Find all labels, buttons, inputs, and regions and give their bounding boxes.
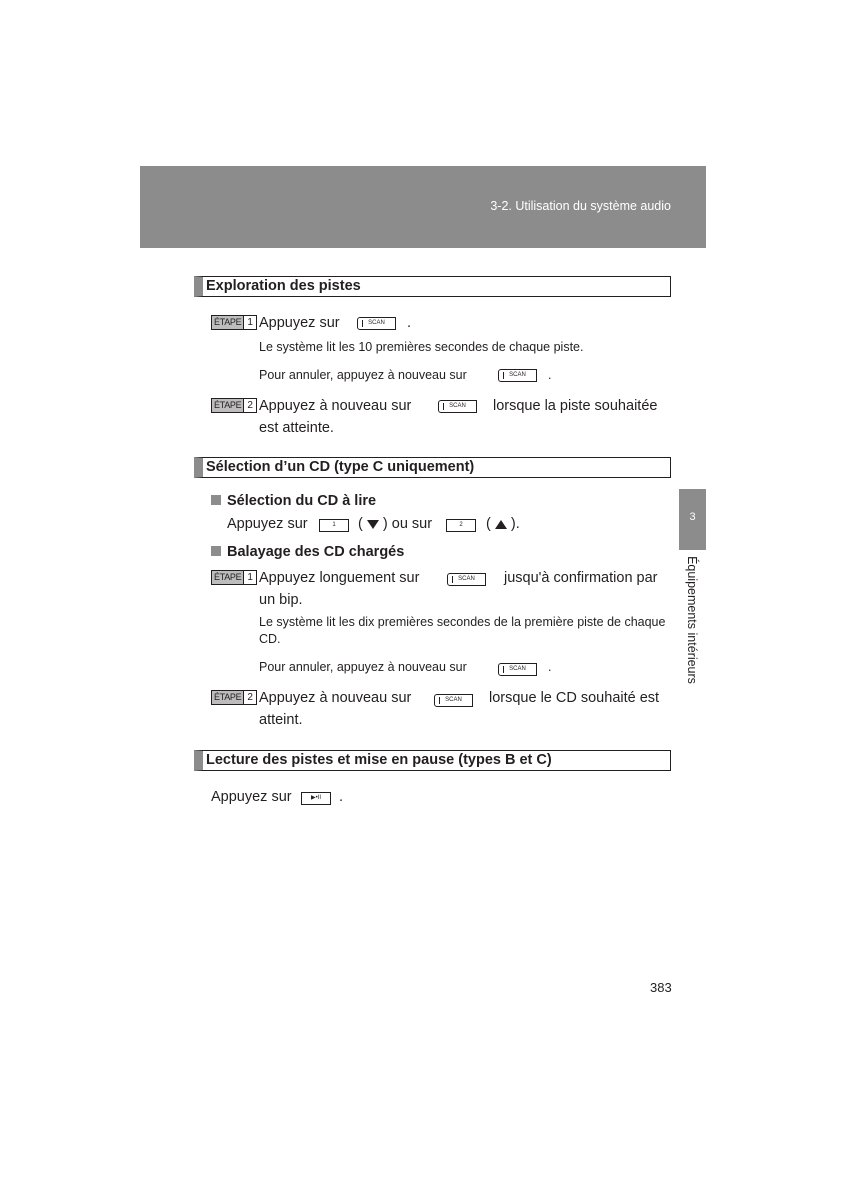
scan-button: SCAN (498, 369, 537, 382)
scan-button: SCAN (434, 694, 473, 707)
step-text: Appuyez longuement sur (259, 570, 420, 586)
step-text: un bip. (259, 592, 303, 608)
square-bullet-icon (211, 546, 221, 556)
note-text: Le système lit les dix premières secondes de la première piste de chaque CD. (259, 615, 666, 646)
subheading: Balayage des CD chargés (211, 542, 404, 562)
step-text: est atteinte. (259, 420, 334, 436)
note-text: Pour annuler, appuyez à nouveau sur (259, 660, 467, 674)
scan-button: SCAN (357, 317, 396, 330)
step-label: ÉTAPE (214, 692, 242, 702)
page-number: 383 (650, 980, 672, 995)
chapter-side-label: Équipements intérieurs (685, 556, 699, 684)
step-label: ÉTAPE (214, 317, 242, 327)
note-text: Pour annuler, appuyez à nouveau sur (259, 368, 467, 382)
chapter-header-band (140, 166, 706, 248)
note-text: Le système lit les 10 premières secondes de chaque piste. (259, 340, 584, 354)
step-text: lorsque la piste souhaitée (493, 398, 658, 414)
step-number: 1 (243, 571, 256, 584)
scan-button: SCAN (498, 663, 537, 676)
punctuation: . (548, 660, 552, 674)
step-text: lorsque le CD souhaité est (489, 690, 660, 706)
triangle-down-icon (367, 520, 379, 529)
square-bullet-icon (211, 495, 221, 505)
step-text: Appuyez à nouveau sur (259, 690, 412, 706)
section-heading-exploration: Exploration des pistes (194, 276, 671, 297)
step-badge (211, 315, 257, 330)
instruction-text: Appuyez sur (227, 516, 308, 532)
step-text: atteint. (259, 712, 303, 728)
section-heading-selection-cd: Sélection d’un CD (type C uniquement) (194, 457, 671, 478)
instruction-text: Appuyez sur (211, 789, 292, 805)
step-label: ÉTAPE (214, 572, 242, 582)
step-text: Appuyez à nouveau sur (259, 398, 412, 414)
scan-button: SCAN (438, 400, 477, 413)
instruction-text: ( ) ou sur (358, 516, 433, 532)
step-number: 1 (243, 316, 256, 329)
punctuation: . (548, 368, 552, 382)
section-heading-lecture: Lecture des pistes et mise en pause (types B et C) (194, 750, 671, 771)
chapter-tab-number: 3 (689, 511, 696, 523)
scan-button: SCAN (447, 573, 486, 586)
preset-1-button: 1 (319, 519, 349, 532)
step-number: 2 (243, 691, 256, 704)
step-badge (211, 398, 257, 413)
instruction-text: ( ). (486, 516, 520, 532)
preset-2-button: 2 (446, 519, 476, 532)
subheading: Sélection du CD à lire (211, 491, 376, 511)
step-text: jusqu'à confirmation par (504, 570, 658, 586)
step-badge (211, 570, 257, 585)
triangle-up-icon (495, 520, 507, 529)
step-label: ÉTAPE (214, 400, 242, 410)
step-text: Appuyez sur (259, 315, 340, 331)
chapter-side-tab (679, 489, 706, 550)
step-badge (211, 690, 257, 705)
punctuation: . (339, 789, 344, 805)
punctuation: . (407, 315, 412, 331)
step-number: 2 (243, 399, 256, 412)
play-pause-button: ▶•II (301, 792, 331, 805)
chapter-header-title: 3-2. Utilisation du système audio (490, 199, 671, 213)
